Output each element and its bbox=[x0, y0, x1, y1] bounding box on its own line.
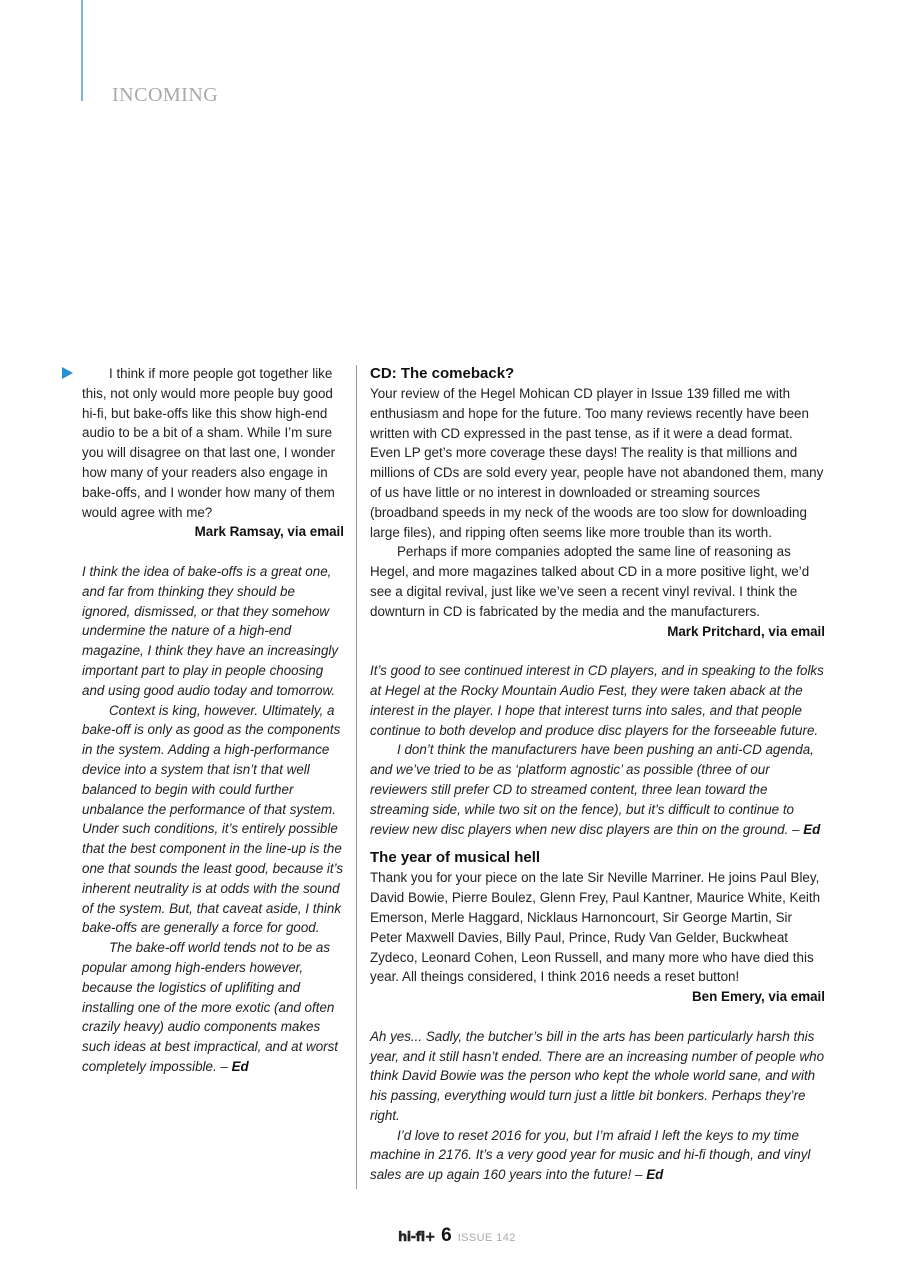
page-number: 6 bbox=[441, 1225, 452, 1246]
letter-paragraph: Perhaps if more companies adopted the same line of reasoning as Hegel, and more magazines talked about CD in a more positive light, we’d see a digital revival, just like we’ve seen a recent vinyl revival. I think the downturn in CD is fabricated by the media and the manufacturers. bbox=[370, 544, 810, 619]
editor-reply-paragraph bbox=[370, 740, 825, 839]
letter-signoff: Mark Pritchard, via email bbox=[667, 623, 825, 639]
editor-reply-text: The bake-off world tends not to be as popular among high-enders however, because the logistics of uplifiting and installing one of the more exotic (and often crazily heavy) audio components makes such ideas at best impractical, and at worst completely impossible. – bbox=[82, 940, 339, 1074]
editor-reply-paragraph: Context is king, however. Ultimately, a bake-off is only as good as the components in the system. Adding a high-performance device into a system that isn’t that well balanced to begin with could further unbalance the performance of that system. Under such conditions, it’s entirely possible that the best component in the line-up is the one that sounds the least good, because it’s inherent neutrality is at odds with the sound of the system. But, that caveat aside, I think bake-offs are generally a force for good. bbox=[82, 702, 344, 936]
top-vertical-rule bbox=[81, 0, 83, 101]
editor-reply-paragraph: Ah yes... Sadly, the butcher’s bill in the arts has been particularly harsh this year, and it still hasn’t ended. There are an increasing number of people who think David Bowie was the person who kept the whole world sane, and with his passing, everything would turn just a little bit bonkers. Perhaps they’re right. bbox=[370, 1028, 825, 1123]
letter-headline: CD: The comeback? bbox=[370, 365, 515, 382]
letter-signoff: Mark Ramsay, via email bbox=[194, 524, 344, 540]
editor-mark: Ed bbox=[646, 1167, 664, 1183]
magazine-logo: hi-fi+ bbox=[398, 1230, 436, 1245]
letter-signoff: Ben Emery, via email bbox=[692, 989, 825, 1005]
letter-musical-hell bbox=[370, 848, 825, 1185]
editor-reply-paragraph bbox=[82, 938, 344, 1077]
letter-headline: The year of musical hell bbox=[370, 849, 541, 867]
editor-reply-text: I’d love to reset 2016 for you, but I’m afraid I left the keys to my time machine in 2176. It’s a very good year for music and hi-fi though, and vinyl sales are up again 160 years into the future! – bbox=[370, 1127, 811, 1183]
page-footer bbox=[398, 1225, 516, 1247]
editor-mark: Ed bbox=[231, 1058, 249, 1074]
column-divider bbox=[356, 365, 357, 1189]
spacer bbox=[370, 641, 825, 661]
issue-label: ISSUE 142 bbox=[457, 1232, 516, 1244]
spacer bbox=[370, 1007, 825, 1027]
letter-paragraph: Your review of the Hegel Mohican CD player in Issue 139 filled me with enthusiasm and hope for the future. Too many reviews recently have been written with CD expressed in the past tense, as if it were a dead format. Even LP get’s more coverage these days! The reality is that millions and millions of CDs are sold every year, people have not abandoned them, many of us have little or no interest in downloaded or streaming sources (broadband speeds in my neck of the woods are too slow for downloading large files), and ripping often seems like more trouble than its worth. bbox=[370, 386, 824, 540]
right-column bbox=[370, 364, 825, 1185]
letter-paragraph: Thank you for your piece on the late Sir Neville Marriner. He joins Paul Bley, David Bowie, Pierre Boulez, Glenn Frey, Paul Kantner, Maurice White, Keith Emerson, Merle Haggard, Nicklaus Harnoncourt, Sir George Martin, Sir Peter Maxwell Davies, Billy Paul, Prince, Rudy Van Gelder, Buckwheat Zydeco, Leonard Cohen, Leon Russell, and many more who have died this year. All theings considered, I think 2016 needs a reset button! bbox=[370, 870, 821, 985]
left-column bbox=[82, 364, 344, 1077]
spacer bbox=[82, 542, 344, 562]
editor-reply-paragraph: I think the idea of bake-offs is a great one, and far from thinking they should be ignored, dismissed, or that they somehow undermine the nature of a high-end magazine, I think they have an increasingly important part to play in people choosing and using good audio today and tomorrow. bbox=[82, 563, 339, 698]
editor-reply-paragraph: It’s good to see continued interest in CD players, and in speaking to the folks at Hegel at the Rocky Mountain Audio Fest, they were taken aback at the interest in the player. I hope that interest turns into sales, and that people continue to both develop and produce disc players for the forseeable future. bbox=[370, 663, 824, 738]
section-title: INCOMING bbox=[112, 84, 219, 106]
editor-reply-paragraph bbox=[370, 1126, 825, 1185]
letter-paragraph: I think if more people got together like this, not only would more people buy good hi-fi, but bake-offs like this show high-end audio to be a bit of a sham. While I’m sure you will disagree on that last one, I wonder how many of your readers also engage in bake-offs, and I wonder how many of them would agree with me? bbox=[82, 366, 336, 520]
editor-reply-text: I don’t think the manufacturers have been pushing an anti-CD agenda, and we’ve tried to be as ‘platform agnostic’ as possible (three of our reviewers still prefer CD to streamed content, three lean toward the streaming side, while two sit on the fence), but it’s difficult to continue to review new disc players when new disc players are thin on the ground. – bbox=[370, 742, 814, 837]
editor-mark: Ed bbox=[803, 821, 821, 837]
letter-cd-comeback bbox=[370, 364, 825, 839]
arrow-bullet-icon bbox=[62, 367, 73, 379]
